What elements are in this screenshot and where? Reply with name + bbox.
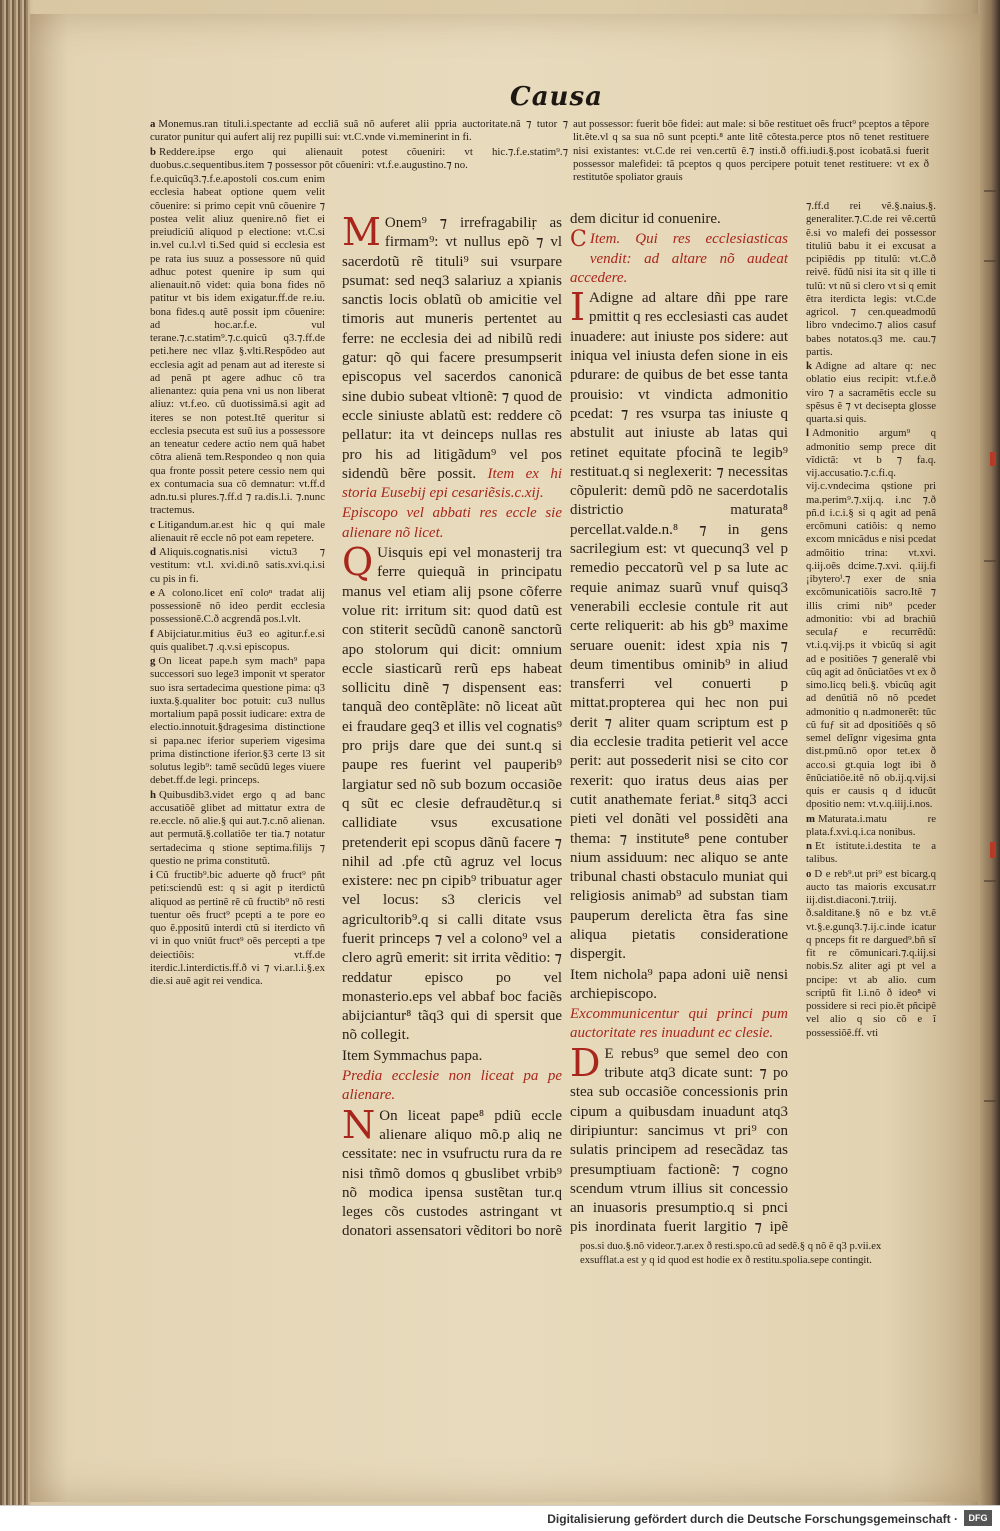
rubric-predia: Predia ecclesie non liceat pa pe alienare. — [342, 1068, 562, 1104]
paragraph-de-rebus: D E rebus⁹ que semel deo con tribute atq3 dicate sunt: ⁊ po stea sub occasiõe concessionis prin cipum a quibusdam inuadunt atq3 diripiuntur: sancimus vt pri⁹ con sulatis principem ad resecãdaz tas presumptiuam factionẽ: ⁊ cogno scendum vtrum illius sit concessio an inuasoris presumptio.q si pnci pis inordinata fuerit largitio ⁊ ipẽ — [570, 1040, 788, 1234]
gloss-m: m Maturata.i.matu re plata.f.xvi.q.i.ca nonibus. — [806, 812, 936, 838]
rubric-episcopo: Episcopo vel abbati res eccle sie alienare nõ licet. — [342, 505, 562, 541]
continuation-line: dem dicitur id conuenire. — [570, 211, 721, 227]
gloss-o: o D e reb⁹.ut pri⁹ est bicarg.q aucto tas maioris excusat.rr iij.dist.diaconi.⁊.triij. ð.salditane.§ nõ e bz vt.ẽ vt.§.e.gunq3.⁊.ij.c.inde icatur q pnceps fit re dargued⁹.bñ sĩ fit re cõmunicari.⁊.q.iij.si nobis.Sz aliter agi pt vel a pncipe: vt ab alio. cum scriptũ fit l.i.nõ ð ideo⁸ vi possidere si reci pio.ẽt pñcipẽ vel alio q sio cõ e ĩ possessiõẽ.ff. vti — [806, 867, 936, 1039]
bleed-mark — [984, 880, 996, 882]
text-column-right — [570, 210, 788, 1234]
gloss-d: d Aliquis.cognatis.nisi victu3 ⁊ vestitum: vt.l. xvi.di.nõ satis.xvi.q.i.si cu pis in fi. — [150, 546, 325, 585]
gloss-b: b Reddere.ipse ergo qui alienauit potest cõueniri: vt hic.⁊.f.e.statim⁹.⁊ duobus.c.sequentibus.item ⁊ possessor põt cõueniri: vt.f.e.augustino.⁊ no. — [150, 145, 568, 171]
gloss-g: g On liceat pape.h sym mach⁹ papa successori suo lege3 imponit vt sperator suo isra sertadecima questione pima: q3 iuxta.§.qualiter boc potuit: cu3 nullus mortalium papã possit iudicare: extra de electio.innotuit.§dragesima distinctione si papa.nec iferior superiem vigesima prima distinctione iferior.§3 certe l3 sit solutus legib⁹: tamẽ secũdũ leges viuere debet.ff.de legi. princeps. — [150, 655, 325, 787]
gloss-h: h Quibusdib3.videt ergo q ad banc accusatiõẽ glibet ad mittatur extra de re.eccle. nõ alie.§ qui aut.⁊.c.nõ alienan. aut permutã.§.collatiõe ter tia.⁊ notatur sertadecima q stione septima.filijs ⁊ questio ne prima constitutũ. — [150, 788, 325, 867]
left-page-edge — [0, 0, 30, 1505]
bleed-mark — [984, 560, 996, 562]
gloss-e: e A colono.licet enĩ coloⁿ tradat alij possessionẽ nõ ideo perdit ecclesia possessionẽ.C.ð acgrendã pos.l.vlt. — [150, 586, 325, 626]
bleed-mark — [984, 260, 996, 262]
red-mark — [990, 452, 996, 466]
item-rubric-line: C Item. Qui res ecclesiasticas vendit: ad altare nõ audeat accedere. — [570, 227, 788, 286]
gloss-i: i Cũ fructib⁹.bic aduerte qð fruct⁹ pñt peti:sciendũ est: q si agit p iterdictũ aliquod aɞ pertinẽ rẽ cũ fructib⁹ nõ resti tuentur oẽs fruct⁹ pcepti a te pore eo quo ẽ.ppositũ interdi ctũ si iterdicto vñ vi in quo vniũt fruct⁹ oẽs percepti a tpe deiectiõis: vt.ff.de iterdic.l.interdictis.ff.ð vi ⁊ vi.ar.l.i.§.ex die.si auẽ agit rei vendica. — [150, 869, 325, 987]
dfg-credit-text: Digitalisierung gefördert durch die Deutsche Forschungsgemeinschaft · — [547, 1512, 958, 1526]
gloss-left-narrow — [150, 173, 325, 988]
bleed-mark — [984, 1100, 996, 1102]
red-mark — [990, 842, 996, 858]
gloss-right-pre: ⁊.ff.d rei vẽ.§.naius.§. generaliter.⁊.C.de rei vẽ.certũ ẽ.si vo malefi dei possessor tituliũ babu it ei excusat a pcipiẽdis pp titulũ: vt.C.ð reivẽ. fũdũ nisi ita sit q ille ti tulũ: vt nũ si clero vt si q emit ẽtra iterdicta legis: vt.C.de agricol. ⁊ cen.queadmodũ libro vndecimo.⁊ alios casuf babes notatos.q3 me. cau.⁊ partis. — [806, 200, 936, 358]
item-nicholaus: Item nichola⁹ papa adoni uiẽ nensi archiepiscopo. — [570, 966, 788, 1002]
gloss-b-cont: f.e.quicũq3.⁊.f.e.apostoli cos.cum enim ecclesia habeat optione quem velit cõuenire: si primo cepit vnũ cõuenire ⁊ postea velit aliuz quenire.nõ fiet ei preiudiciũ aliquod p electione: vt.C.si in.vel cu.l.vl ti.Sed quid si ecclesia est pe rata ius suuz a possessore nũ quid adhuc potest quenire ip sum qui alienauit.nõ videt: quia bona fides nõ patitur vt bis idem exigatur.ff.de re.iu. bona fides.q autẽ possit ipm cõuenire: ad hoc.ar.f.e. vul terane.⁊.c.statim⁹.⁊.c.quicũ q3.⁊.ff.de peti.here nec vllaz §.vlti.Respõdeo aut ecclesia agit ad penam aut ad itereste si ad penã pt agere adhuc cõ tra alienantez: quia pena vni us non liberat aliuz: vt.f.eo. cũ duotissimã.si agit ad iteres se non potest.Itẽ queritur si ecclesia psecuta est suũ ius a possessore an teneatur cedere actio nem quã habet cõtra alienã tem.Respondeo q non quia qua fronte possit petere cessio nem qui ex contumacia sua cõ demnatur: vt.ff.d adn.tu.si plures.⁊.ff.d ⁊ ra.dis.l.i. ⁊.nunc tractemus. — [150, 173, 325, 517]
paragraph-quisquis: Q Uisquis epi vel monasterij tra ferre quiequã in principatu manus vel etiam alij psone cõferre volue rit: irritum sit: quod datũ est con stiterit secũdũ canonẽ sanctorũ apo stolorum qui dicit: omnium eccle siasticarũ rerũ eps habeat sollicitu dinẽ ⁊ dispensent eas: tanquã deo contẽplãte: nõ liceat aũt ei fraudare geq3 et illis vel cognatis⁹ pro prijs dare que dei sunt.q si paupe res fuerint vel pauperib⁹ largiatur sed nõ sub bozum occasiõe q sũt ec clesie defraudẽtur.q si callidiate vsus excusatione pretenderit epi scopus dãnũ facere ⁊ nihil ad .pfe ctũ agruz vel locus existere: nec pn cipib⁹ tribuatur ager vel locus: s3 clericis vel agricultorib⁹.q si calli ditate vsus fuerit princeps ⁊ vel a colono⁹ vel a clero agrũ emerit: sit irrita vẽditio: ⁊ reddatur episco po vel monasterio.eps vel abbaf boc faciẽs abijciantur⁸ tãq3 qui di spersit que nõ collegit. — [342, 540, 562, 1044]
text-column-center — [342, 214, 562, 1244]
dfg-logo: DFG — [964, 1510, 992, 1526]
digitization-footer — [0, 1505, 1000, 1531]
bottom-gloss-line-2: exsufflat.a est y q id quod est hodie ex ð restitu.spolia.sepe contingit. — [580, 1255, 872, 1266]
gloss-right-top: aut possessor: fuerit bõe fidei: aut male: si bõe restituet oẽs fruct⁹ pceptos a tẽpore lit.ẽte.vl q sa sua nõ sunt pcepti.⁸ ante litẽ cõtesta.perce ptos nõ tenet restituere nisi existantes: vt.C.de rei ven.certũ ẽ.⁊ insti.ð offi.iudi.§.post icobatã.si fuerit possessor malefidei: tã pceptos q quos percipere potuit tenet restituere: vt ex ð restitutõe spoliator grauis — [573, 118, 929, 183]
bottom-gloss-line-1: pos.si duo.§.nõ videor.⁊.ar.ex ð resti.spo.cũ ad sedẽ.§ q nõ ẽ q3 p.vii.ex — [580, 1241, 882, 1252]
paragraph-indigne: I Adigne ad altare dñi ppe rare pmittit q res ecclesiasti cas audet inuadere: aut iniuste pos sidere: aut iniqua vel iniusta defen sione in eis pdurare: de quibus de bet esse tanta prouisio: vt vindicta admonitio pcedat: ⁊ res vsurpa tas iniuste q abstulit aut iniuste ab latas qui retinet equitate pfocinã te legib⁹ restituat.q si neglexerit: ⁊ necessitas cõpulerit: demũ pdõ ne sacerdotalis districtio maturata⁸ percellat.valde.n.⁸ ⁊ in gens sacrilegium est: vt quecunq3 vel p remedio peccatorũ vel p sa lute ac requie animaz suarũ vnuf quisq3 venerabili ecclesie contule rit aut certe reliquerit: ab his gb⁹ maxime seruare ouenit: idest xpia nis ⁊ deum timentibus ominib⁹ in aliud transferri vel conuerti p mittat.propterea qui hec non pui derit ⁊ aliter quam scriptum est p dia ecclesie tradita petierit vel acce perit: aut possederit nisi se cito cor rexerit: quo iratus deus aias per cutit anathemate feriat.⁸ sitq3 acci pieti vel donãti vel possidẽti ana thema: ⁊ institute⁸ pene contuber nium assiduum: nec aliquo se ante tribunal chasti obstaculo muniat qui religiosis animab⁹ ad substan tiam pauperum derelicta ẽtra fas sine aliqua pietatis consideratione dispergit. — [570, 285, 788, 963]
item-symmachus: Item Symmachus papa. — [342, 1047, 483, 1064]
gloss-n: n Et istitute.i.destita te a talibus. — [806, 840, 936, 866]
paragraph-monemus: M Onem⁹ ⁊ irrefragabiliṛ as firmam⁹: vt nullus epõ ⁊ vl sacerdotũ rẽ tituli⁹ sui vsurpare psumat: sed neq3 salariuz a xpianis sanctis locis oblatũ ob amicitie vel timoris aut muneris pertentet au ferre: ne ecclesia dei ad nibilũ redi gatur: qõ qui facere presumpserit episcopus vel sacerdos canonicã sine dubio subeat vltionẽ: ⁊ quod de eccle siniuste ablatũ est: reddere cõ pellatur: ita vt deinceps nullas res pro his ad litigãdum⁹ vel pos sidendũ bẽre possit. Item ex hi storia Eusebij epi cesariẽsis.c.xij. — [342, 214, 562, 502]
gloss-a: a Monemus.ran tituli.i.spectante ad eccliã suã nõ auferet alii ppria auctoritate.nã ⁊ tutor ⁊ curator punitur qui aufert alij rez pupilli sui: vt.C.vnde vi.meminerint in fi. — [150, 118, 568, 144]
paragraph-non-liceat: N On liceat pape⁸ pdiũ eccle alienare aliquo mõ.p aliq ne cessitate: nec in vsufructu rura da re nisi tñmõ domos q gbuslibet vrbib⁹ nõ modica ipensa sustẽtan tur.q leges cõs custodes astringant vt donatori assensatori vẽditori bo norẽ — [342, 1102, 562, 1240]
gloss-column-right — [806, 200, 936, 1230]
gloss-k: k Adigne ad altare q: nec oblatio eius recipit: vt.f.e.ð viro ⁊ a sacramẽtis eccle su spẽsus ẽ ⁊ vt decisepta glosse quarta.si quis. — [806, 360, 936, 425]
rubric-excommunicentur: Excommunicentur qui princi pum auctoritate res inuadunt ec clesie. — [570, 1006, 788, 1042]
bleed-mark — [984, 190, 996, 192]
right-page-edge — [978, 0, 1000, 1505]
running-title: Causa — [510, 82, 603, 112]
gloss-f: f Abijciatur.mitius ẽu3 eo agitur.f.e.si quis qualibet.⁊ .q.v.si episcopus. — [150, 627, 325, 653]
gloss-c: c Litigandum.ar.est hic q qui male alienauit rẽ eccle nõ pot eam repetere. — [150, 518, 325, 544]
gloss-l: l Admonitio argum⁹ q admonitio semp prece dit vĩdictã: vt b ⁊ fa.q. vij.accusatio.⁊.c.fi.q. vij.c.vndecima qstione pri ma.perim⁹.⁊.xij.q. i.nc ⁊.ð pñ.d i.c.i.§ si q agit ad penã ercõmuni catiõis: q nemo excom mnicãdus e nisi pcedat admõitio trina: vt.xvi. q.iij.oẽs dcime.⁊.xvi. q.iij.fi ¡ibyteroⁱ.⁊ exer de snia excõmunicatiõis sacro.Itẽ ⁊ illis crimi nib⁹ pceder admonitio: vbi ad brachiũ seculaƒ e recurrẽdũ: vt.i.q.vij.ps it vbicũq si agit ad e positiões ⁊ generalẽ vbi cũq agit ad õnũciatões vt ex ð simo.licq beli.§. vbicũq agit ad denũtiã nõ nõ pcedet admonitio q n.admonerẽt: tũc cũ fuƒ sit ad dpositiõẽs q sõ semel delĩgnr vigesima gnta dist.pmũ.nõ opor tet.ex ð acco.si gt.quia logt ibi ð ẽnũciatiõe.itẽ nõ ob.ij.q.vij.si quis er causis q d iducũt dpositio nem: vt.v.q.iiij.i.nos. — [806, 427, 936, 811]
